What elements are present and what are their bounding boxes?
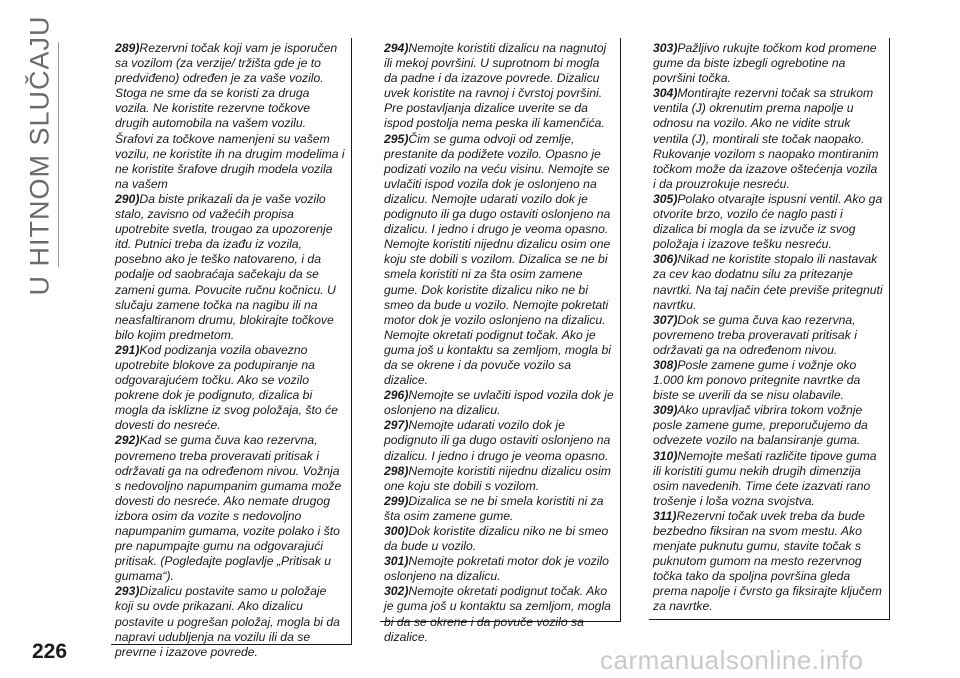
warning-note-number: 302) [384, 584, 409, 599]
warning-note [115, 192, 345, 343]
warning-note-number: 304) [653, 86, 678, 101]
warning-note-text: Dok se guma čuva kao rezervna, povremeno treba proveravati pritisak i održavati ga na određenom nivou. [653, 312, 857, 357]
warning-note-number: 308) [653, 357, 678, 372]
warning-note [653, 252, 883, 312]
warning-note-text: Montirajte rezervni točak sa strukom ventila (J) okrenutim prema napolje u odnosu na vozilo. Ako ne vidite struk ventila (J), montirali ste točak naopako. Rukovanje vozilom s naopako montiranim točkom može da izazove oštećenja vozila i da prouzrokuje nesreću. [653, 86, 879, 191]
warning-note [115, 41, 345, 192]
warning-note-text: Ako upravljač vibrira tokom vožnje posle zamene gume, preporučujemo da odvezete vozilo na balansiranje guma. [653, 403, 868, 448]
warning-note-number: 295) [384, 131, 409, 146]
warning-note-text: Nemojte pokretati motor dok je vozilo oslonjeno na dizalicu. [384, 554, 609, 584]
warning-note-number: 305) [653, 191, 678, 206]
section-tab-label: U HITNOM SLUČAJU [24, 14, 55, 296]
page-number: 226 [32, 640, 68, 663]
warning-note [384, 132, 614, 389]
warning-note-text: Da biste prikazali da je vaše vozilo stalo, zavisno od važećih propisa upotrebite svetla, trougao za upozorenje itd. Putnici treba da izađu iz vozila, posebno ako je teško natovareno, i da podalje od saobraćaja sačekaju da se zameni guma. Povucite ručnu kočnicu. U slučaju zamene točka na nagibu ili na neasfaltiranom drumu, blokirajte točkove bilo kojim predmetom. [115, 191, 336, 342]
warning-note-text: Dizalicu postavite samo u položaje koji su ovde prikazani. Ako dizalicu postavite u pogrešan položaj, mogla bi da napravi udubljenja na vozilu ili da se prevrne i izazove povrede. [115, 584, 340, 659]
watermark: carmanualsonline.info [600, 645, 864, 675]
warning-note-number: 298) [384, 463, 409, 478]
warning-note-number: 303) [653, 41, 678, 55]
warning-note-number: 300) [384, 524, 409, 538]
warning-note-text: Nemojte se uvlačiti ispod vozila dok je oslonjeno na dizalicu. [384, 388, 614, 418]
warning-note-text: Polako otvarajte ispusni ventil. Ako ga otvorite brzo, vozilo će naglo pasti i dizalica bi mogla da se izvuče iz svog položaja i izazove tešku nesreću. [653, 191, 883, 252]
warning-note-number: 309) [653, 403, 678, 418]
warning-note-number: 289) [115, 41, 140, 55]
warning-note-text: Nemojte mešati različite tipove guma ili koristiti gumu nekih drugih dimenzija osim navedenih. Time ćete izazvati rano trošenje i loša vozna svojstva. [653, 448, 877, 508]
warning-note-text: Dok koristite dizalicu niko ne bi smeo da bude u vozilo. [384, 524, 609, 554]
warning-note-number: 294) [384, 41, 409, 55]
warning-note-text: Nemojte okretati podignut točak. Ako je guma još u kontaktu sa zemljom, mogla bi da se okrene i da povuče vozilo sa dizalice. [384, 584, 611, 644]
warning-note [115, 584, 345, 659]
warning-note-number: 311) [653, 508, 677, 523]
warning-note-text: Nemojte udarati vozilo dok je podignuto ili ga dugo ostaviti oslonjeno na dizalicu. I jedno i drugo je veoma opasno. [384, 418, 611, 463]
warning-note-text: Posle zamene gume i vožnje oko 1.000 km ponovo pritegnite navrtke da biste se uverili da se nisu olabavile. [653, 357, 861, 403]
warning-note [653, 403, 883, 448]
warning-note-number: 290) [115, 191, 140, 206]
warning-note-text: Nikad ne koristite stopalo ili nastavak za cev kao dodatnu silu za pritezanje navrtki. Na taj način ćete previše pritegnuti navrtku. [653, 252, 883, 312]
section-tab-divider [58, 42, 59, 267]
warning-note [653, 192, 883, 252]
warning-note-number: 307) [653, 312, 678, 327]
warning-note-text: Kad se guma čuva kao rezervna, povremeno treba proveravati pritisak i održavati ga na određenom nivou. Vožnja s nedovoljno napumpanim gumama može dovesti do nesreće. Ako nemate drugog izbora osim da vozite s nedovoljno napumpanim gumama, vozite polako i što pre napumpajte gumu na odgovarajući pritisak. (Pogledajte poglavlje „Pritisak u gumama“). [115, 433, 342, 584]
warning-note [384, 388, 614, 418]
warning-note [384, 418, 614, 463]
warning-note-number: 297) [384, 418, 409, 433]
warning-note-text: Pažljivo rukujte točkom kod promene gume da biste izbegli ogrebotine na površini točka. [653, 41, 877, 86]
warning-note-number: 310) [653, 448, 678, 463]
warning-note [653, 358, 883, 403]
warning-note-number: 301) [384, 554, 409, 569]
warning-note [115, 433, 345, 584]
warning-note-text: Kod podizanja vozila obavezno upotrebite blokove za podupiranje na odgovarajućem točku. Ako se vozilo pokrene dok je podignuto, dizalica bi mogla da isklizne iz svog položaja, što će dovesti do nesreće. [115, 342, 338, 433]
warning-note [653, 86, 883, 192]
warning-note-text: Rezervni točak uvek treba da bude bezbedno fiksiran na svom mestu. Ako menjate puknutu gumu, stavite točak s puknutom gumom na mesto rezervnog točka tako da spoljna površina gleda prema napolje i čvrsto ga fiksirajte ključem za navrtke. [653, 508, 882, 614]
warning-note-number: 292) [115, 433, 140, 448]
warning-note-text: Dizalica se ne bi smela koristiti ni za šta osim zamene gume. [384, 493, 604, 523]
warning-note-text: Rezervni točak koji vam je isporučen sa vozilom (za verzije/ tržišta gde je to predviđeno) određen je za vašе vozilo. Stoga ne sme da se koristi za druga vozila. Ne koristite rezervne točkove drugih automobila na vašem vozilu. Šrafovi za točkove namenjeni su vašem vozilu, ne koristite ih na drugim modelima i ne koristite šrafove drugih modela vozila na vašem [115, 41, 345, 191]
warning-note-number: 299) [384, 493, 409, 508]
warning-note [384, 554, 614, 584]
notes-column-3 [649, 38, 890, 620]
warning-note [384, 524, 614, 554]
warning-note-number: 293) [115, 584, 140, 599]
warning-note [653, 509, 883, 615]
warning-note [384, 584, 614, 644]
warning-note [384, 41, 614, 132]
warning-note [653, 313, 883, 358]
warning-note [653, 449, 883, 509]
notes-column-1 [111, 38, 352, 659]
warning-note-text: Nemojte koristiti dizalicu na nagnutoj ili mekoj površini. U suprotnom bi mogla da padne i da izazove povrede. Dizalicu uvek koristite na ravnoj i čvrstoj površini. Pre postavljanja dizalice uverite se da ispod postolja nema peska ili kamenčića. [384, 41, 607, 131]
warning-note-text: Nemojte koristiti nijednu dizalicu osim one koju ste dobili s vozilom. [384, 463, 611, 493]
warning-note [653, 41, 883, 86]
warning-note-number: 306) [653, 252, 678, 267]
warning-note [384, 494, 614, 524]
warning-note [115, 343, 345, 434]
warning-note-text: Čim se guma odvoji od zemlje, prestanite da podižete vozilo. Opasno je podizati vozilo na veću visinu. Nemojte se uvlačiti ispod vozila dok je oslonjeno na dizalicu. Nemojte udarati vozilo dok je podignuto ili ga dugo ostaviti oslonjeno na dizalicu. I jedno i drugo je veoma opasno. Nemojte koristiti nijednu dizalicu osim one koju ste dobili s vozilom. Dizalica se ne bi smela koristiti ni za šta osim zamene gume. Dok koristite dizalicu niko ne bi smeo da bude u vozilo. Nemojte pokretati motor dok je vozilo oslonjeno na dizalicu. Nemojte okretati podignut točak. Ako je guma još u kontaktu sa zemljom, mogla bi da se okrene i da povuče vozilo sa dizalice. [384, 131, 611, 388]
warning-note [384, 464, 614, 494]
warning-note-number: 291) [115, 342, 140, 357]
warning-note-number: 296) [384, 388, 409, 403]
notes-column-2 [380, 38, 621, 644]
section-tab [20, 14, 60, 296]
